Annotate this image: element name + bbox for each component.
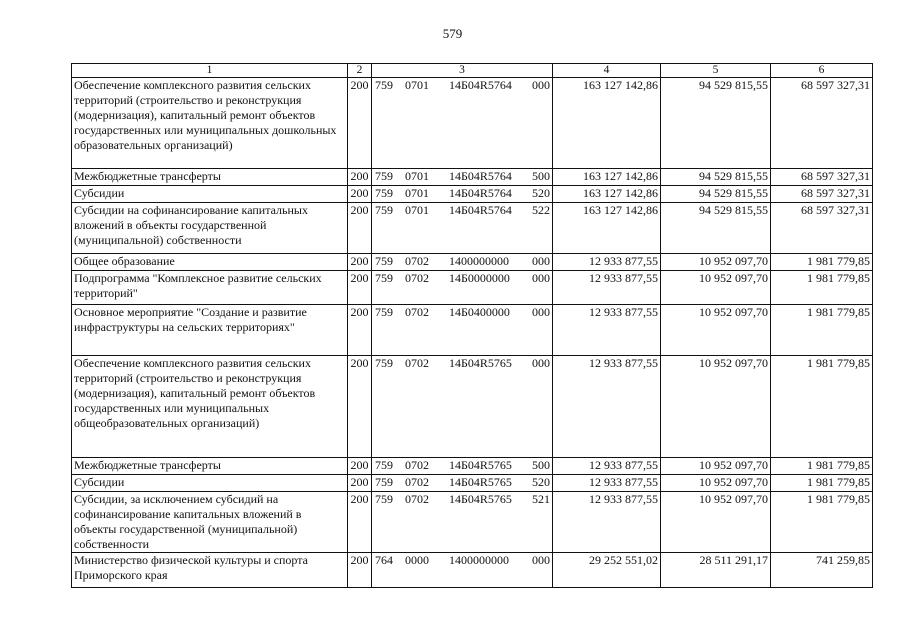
row-value-6: 68 597 327,31: [771, 186, 873, 203]
row-code: [372, 186, 553, 203]
row-value-5: 94 529 815,55: [661, 186, 771, 203]
row-cs: 14Б0400000: [449, 305, 510, 319]
row-value-4: 163 127 142,86: [553, 78, 661, 169]
table-row: [72, 203, 873, 254]
row-rz: 0702: [405, 356, 429, 370]
row-vr: 000: [532, 553, 550, 567]
row-cs: 1400000000: [449, 553, 509, 567]
budget-table: [71, 63, 873, 588]
row-ved: 759: [375, 254, 393, 268]
row-vr: 000: [532, 254, 550, 268]
row-code: [372, 254, 553, 271]
row-cs: 14Б04R5764: [449, 78, 512, 92]
row-cs: 14Б04R5764: [449, 186, 512, 200]
row-col2: 200: [348, 254, 372, 271]
row-ved: 759: [375, 305, 393, 319]
row-name: Министерство физической культуры и спорта Приморского края: [72, 553, 348, 588]
row-vr: 521: [532, 492, 550, 506]
row-value-5: 10 952 097,70: [661, 305, 771, 356]
row-ved: 759: [375, 356, 393, 370]
row-value-4: 12 933 877,55: [553, 305, 661, 356]
row-rz: 0702: [405, 475, 429, 489]
table-row: [72, 169, 873, 186]
row-col2: 200: [348, 169, 372, 186]
row-code: [372, 458, 553, 475]
row-cs: 14Б04R5765: [449, 492, 512, 506]
row-rz: 0701: [405, 203, 429, 217]
row-value-6: 1 981 779,85: [771, 356, 873, 458]
row-cs: 14Б04R5764: [449, 203, 512, 217]
row-value-4: 12 933 877,55: [553, 475, 661, 492]
row-value-4: 163 127 142,86: [553, 186, 661, 203]
row-value-4: 12 933 877,55: [553, 492, 661, 553]
row-value-5: 94 529 815,55: [661, 78, 771, 169]
row-name: Субсидии, за исключением субсидий на софинансирование капитальных вложений в объекты государственной (муниципальной) собственности: [72, 492, 348, 553]
table-row: [72, 254, 873, 271]
row-value-6: 1 981 779,85: [771, 458, 873, 475]
row-cs: 14Б0000000: [449, 271, 510, 285]
row-code: [372, 475, 553, 492]
row-vr: 500: [532, 169, 550, 183]
row-value-5: 10 952 097,70: [661, 271, 771, 305]
table-row: [72, 475, 873, 492]
row-rz: 0701: [405, 78, 429, 92]
row-col2: 200: [348, 186, 372, 203]
page-number: 579: [442, 26, 463, 41]
table-row: [72, 78, 873, 169]
table-row: [72, 553, 873, 588]
row-vr: 000: [532, 305, 550, 319]
row-value-6: 1 981 779,85: [771, 254, 873, 271]
row-code: [372, 356, 553, 458]
row-cs: 14Б04R5764: [449, 169, 512, 183]
row-code: [372, 492, 553, 553]
row-vr: 522: [532, 203, 550, 217]
row-vr: 520: [532, 475, 550, 489]
row-vr: 000: [532, 271, 550, 285]
row-value-5: 10 952 097,70: [661, 458, 771, 475]
header-col-5: 5: [661, 64, 771, 78]
row-name: Обеспечение комплексного развития сельских территорий (строительство и реконструкция (модернизация), капитальный ремонт объектов государственных или муниципальных общеобразовательных организаций): [72, 356, 348, 458]
row-value-4: 12 933 877,55: [553, 254, 661, 271]
row-col2: 200: [348, 458, 372, 475]
row-rz: 0702: [405, 458, 429, 472]
row-name: Основное мероприятие "Создание и развитие инфраструктуры на сельских территориях": [72, 305, 348, 356]
row-col2: 200: [348, 475, 372, 492]
table-row: [72, 271, 873, 305]
row-rz: 0702: [405, 305, 429, 319]
row-cs: 14Б04R5765: [449, 475, 512, 489]
row-name: Обеспечение комплексного развития сельских территорий (строительство и реконструкция (модернизация), капитальный ремонт объектов государственных или муниципальных дошкольных образовательных организаций): [72, 78, 348, 169]
table-row: [72, 458, 873, 475]
row-value-5: 10 952 097,70: [661, 475, 771, 492]
row-col2: 200: [348, 305, 372, 356]
row-vr: 500: [532, 458, 550, 472]
row-ved: 759: [375, 458, 393, 472]
row-ved: 759: [375, 475, 393, 489]
row-name: Субсидии на софинансирование капитальных вложений в объекты государственной (муниципальной) собственности: [72, 203, 348, 254]
row-vr: 000: [532, 78, 550, 92]
row-cs: 14Б04R5765: [449, 458, 512, 472]
row-value-5: 28 511 291,17: [661, 553, 771, 588]
row-value-6: 741 259,85: [771, 553, 873, 588]
row-cs: 1400000000: [449, 254, 509, 268]
row-cs: 14Б04R5765: [449, 356, 512, 370]
row-col2: 200: [348, 492, 372, 553]
row-value-4: 163 127 142,86: [553, 169, 661, 186]
row-value-4: 163 127 142,86: [553, 203, 661, 254]
header-col-4: 4: [553, 64, 661, 78]
row-ved: 759: [375, 271, 393, 285]
row-code: [372, 203, 553, 254]
row-code: [372, 271, 553, 305]
table-row: [72, 305, 873, 356]
row-rz: 0702: [405, 492, 429, 506]
table-row: [72, 356, 873, 458]
row-vr: 000: [532, 356, 550, 370]
row-value-6: 68 597 327,31: [771, 78, 873, 169]
row-name: Субсидии: [72, 475, 348, 492]
header-col-6: 6: [771, 64, 873, 78]
row-value-6: 1 981 779,85: [771, 305, 873, 356]
row-value-5: 10 952 097,70: [661, 492, 771, 553]
row-ved: 764: [375, 553, 393, 567]
row-col2: 200: [348, 203, 372, 254]
row-code: [372, 78, 553, 169]
row-ved: 759: [375, 203, 393, 217]
row-code: [372, 305, 553, 356]
row-value-6: 1 981 779,85: [771, 475, 873, 492]
row-value-6: 1 981 779,85: [771, 492, 873, 553]
row-ved: 759: [375, 169, 393, 183]
row-name: Общее образование: [72, 254, 348, 271]
header-col-3: 3: [372, 64, 553, 78]
row-value-5: 94 529 815,55: [661, 203, 771, 254]
row-value-6: 68 597 327,31: [771, 203, 873, 254]
row-vr: 520: [532, 186, 550, 200]
table-row: [72, 186, 873, 203]
row-value-5: 10 952 097,70: [661, 254, 771, 271]
row-name: Подпрограмма "Комплексное развитие сельских территорий": [72, 271, 348, 305]
row-name: Субсидии: [72, 186, 348, 203]
row-ved: 759: [375, 78, 393, 92]
row-rz: 0702: [405, 254, 429, 268]
header-col-2: 2: [348, 64, 372, 78]
row-col2: 200: [348, 271, 372, 305]
row-value-5: 10 952 097,70: [661, 356, 771, 458]
row-name: Межбюджетные трансферты: [72, 458, 348, 475]
row-rz: 0702: [405, 271, 429, 285]
row-name: Межбюджетные трансферты: [72, 169, 348, 186]
row-ved: 759: [375, 492, 393, 506]
row-value-6: 1 981 779,85: [771, 271, 873, 305]
row-rz: 0000: [405, 553, 429, 567]
row-rz: 0701: [405, 169, 429, 183]
row-value-4: 29 252 551,02: [553, 553, 661, 588]
row-code: [372, 169, 553, 186]
table-row: [72, 492, 873, 553]
row-value-4: 12 933 877,55: [553, 271, 661, 305]
row-value-5: 94 529 815,55: [661, 169, 771, 186]
row-value-4: 12 933 877,55: [553, 356, 661, 458]
row-col2: 200: [348, 356, 372, 458]
row-rz: 0701: [405, 186, 429, 200]
row-col2: 200: [348, 553, 372, 588]
row-value-4: 12 933 877,55: [553, 458, 661, 475]
row-value-6: 68 597 327,31: [771, 169, 873, 186]
table-header-row: [72, 64, 873, 78]
row-code: [372, 553, 553, 588]
row-ved: 759: [375, 186, 393, 200]
header-col-1: 1: [72, 64, 348, 78]
row-col2: 200: [348, 78, 372, 169]
